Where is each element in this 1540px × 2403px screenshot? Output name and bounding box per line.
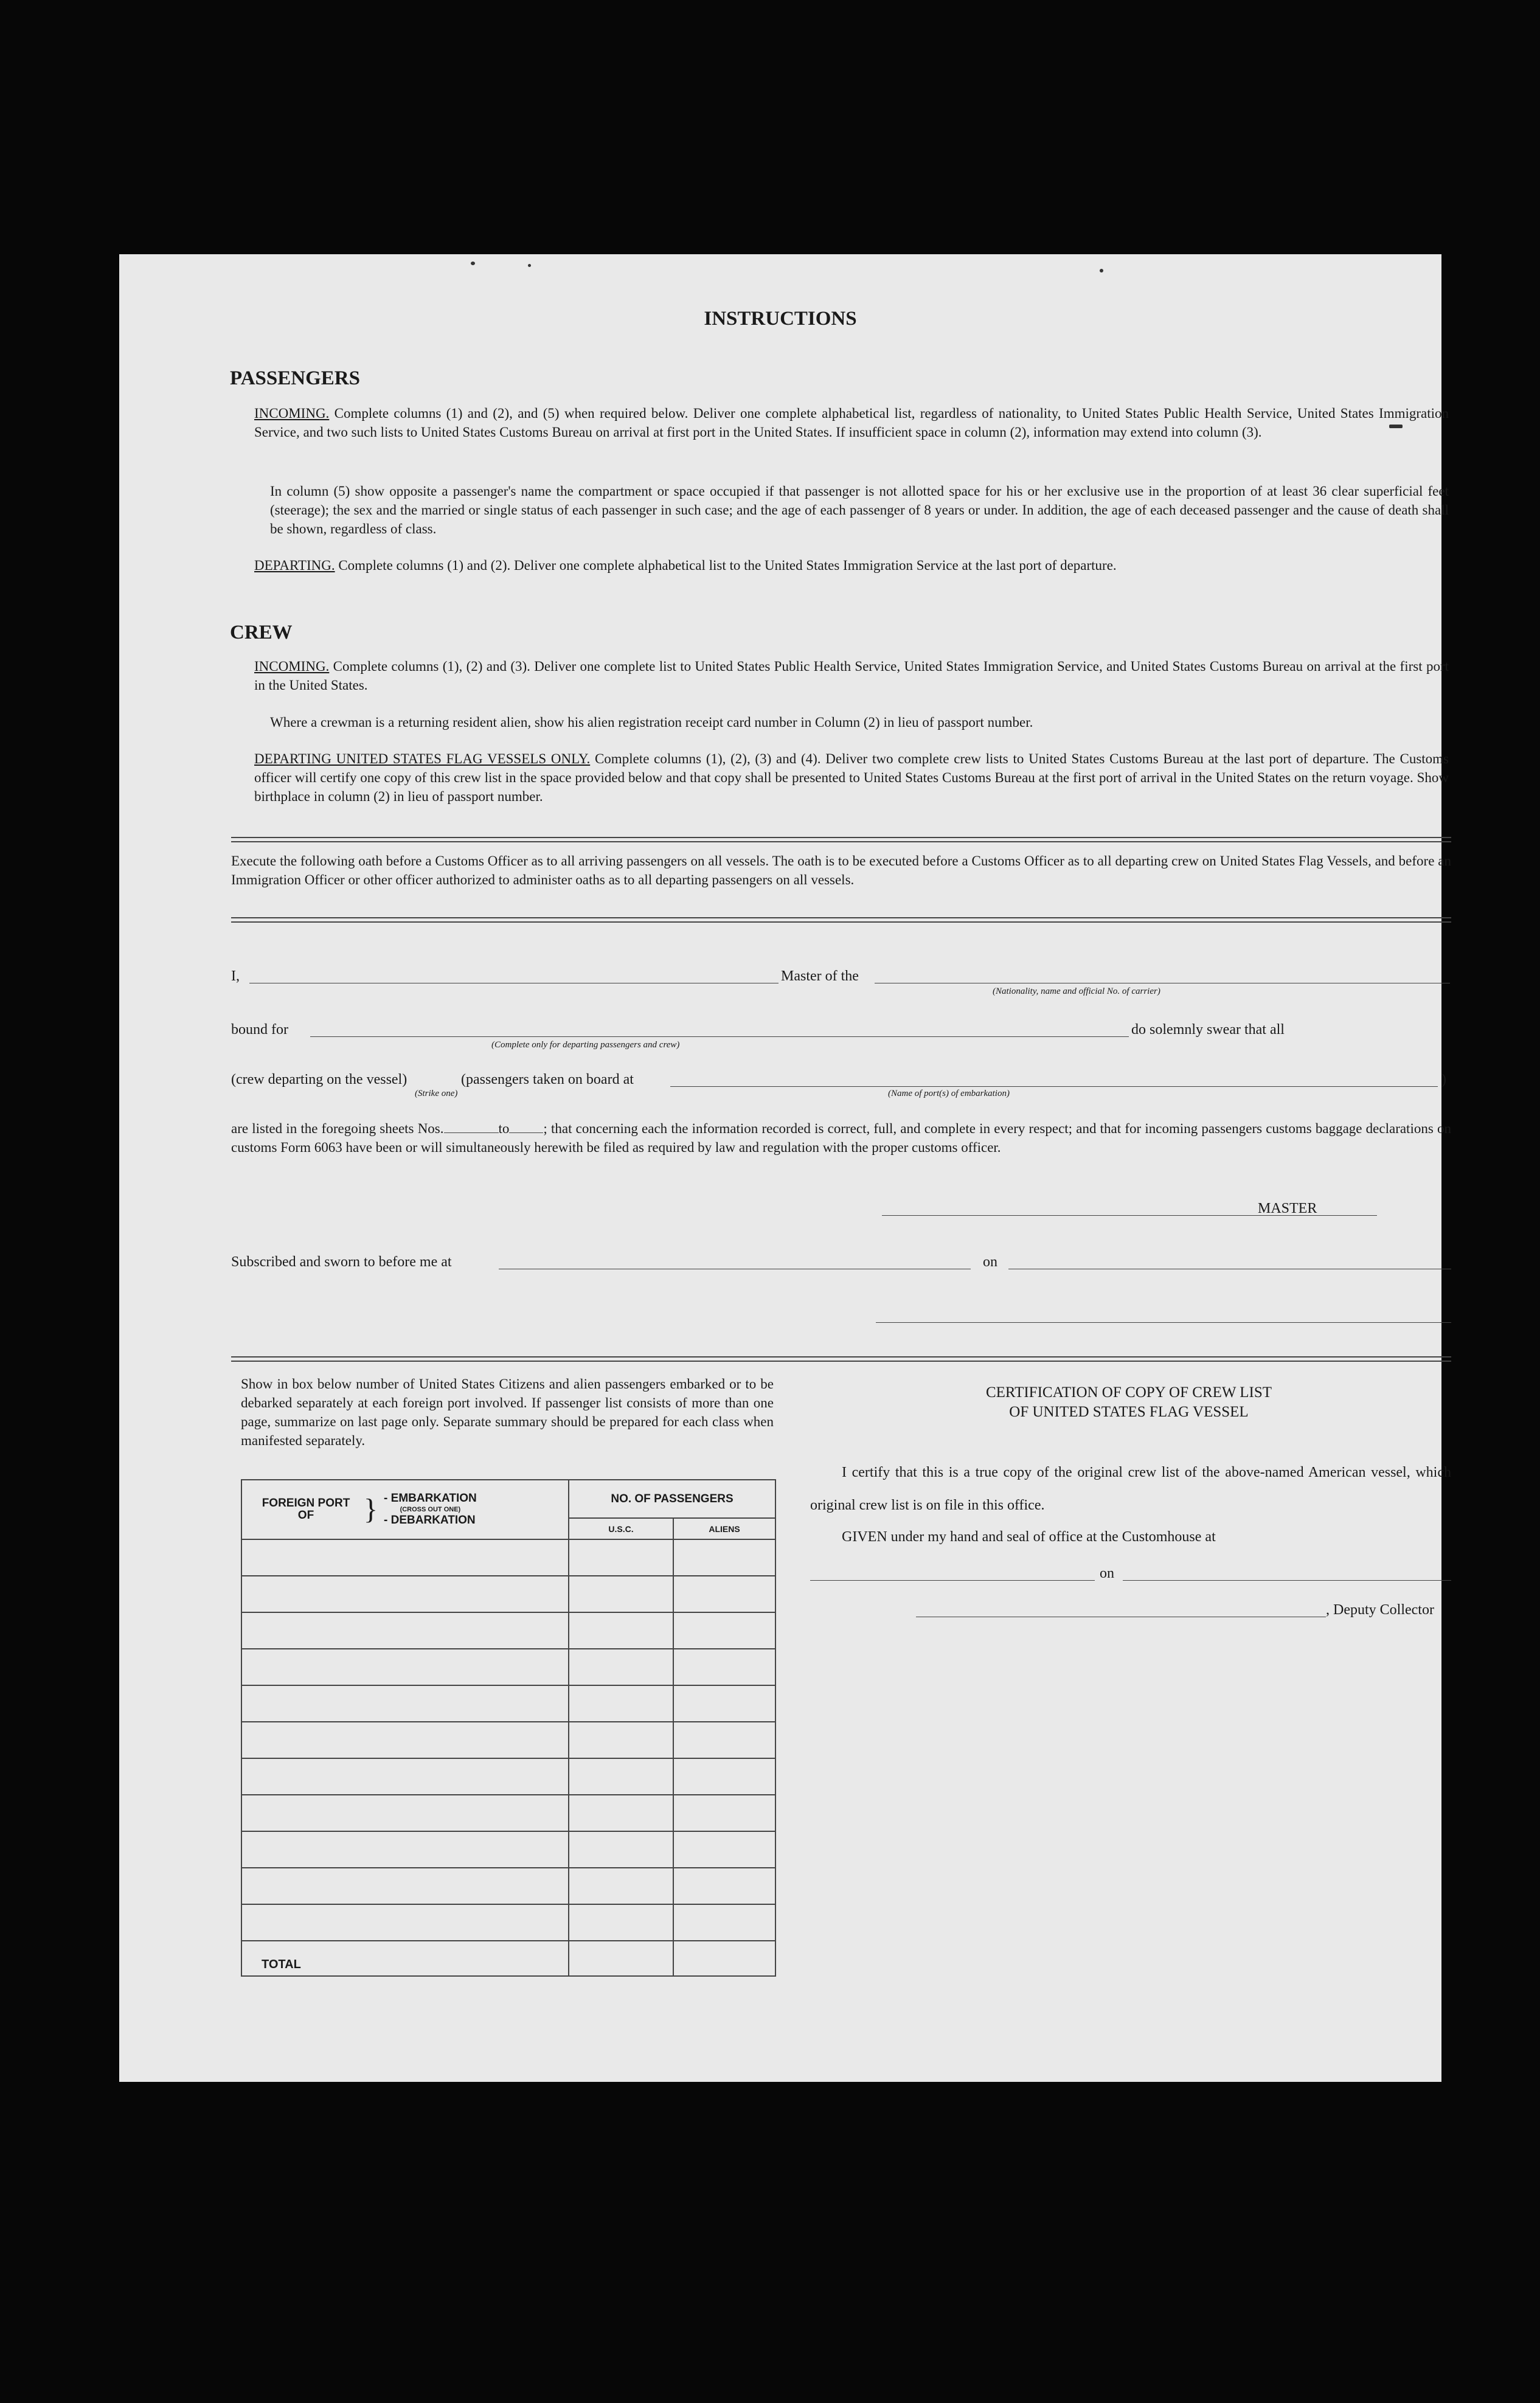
total-usc-cell[interactable]: [569, 1941, 673, 1976]
usc-cell[interactable]: [569, 1685, 673, 1722]
port-cell[interactable]: [241, 1722, 569, 1758]
aliens-cell[interactable]: [673, 1576, 775, 1612]
col-usc: U.S.C.: [569, 1518, 673, 1539]
table-row: [241, 1795, 775, 1831]
subscribed-label: Subscribed and sworn to before me at: [231, 1254, 452, 1270]
table-row: [241, 1722, 775, 1758]
summary-header-port: [241, 1480, 569, 1539]
passengers-column5: In column (5) show opposite a passenger's name the compartment or space occupied if that passenger is not allotted space for his or her exclusive use in the proportion of at least 36 clear superficial feet (steerage); the sex and the married or single status of each passenger in such case; and the age of each passenger of 8 years or under. In addition, the age of each deceased passenger and the cause of death shall be shown, regardless of class.: [270, 484, 1449, 536]
port-cell[interactable]: [241, 1539, 569, 1576]
customhouse-line[interactable]: [810, 1580, 1095, 1581]
table-row: [241, 1539, 775, 1576]
usc-cell[interactable]: [569, 1831, 673, 1868]
brace: }: [364, 1493, 378, 1525]
aliens-cell[interactable]: [673, 1758, 775, 1795]
page-title: INSTRUCTIONS: [704, 308, 857, 330]
master-label: MASTER: [1258, 1201, 1317, 1216]
crew-resident: Where a crewman is a returning resident alien, show his alien registration receipt card number in Column (2) in lieu of passport number.: [270, 715, 1033, 730]
oath-instruction: Execute the following oath before a Customs Officer as to all arriving passengers on all vessels. The oath is to be executed before a Customs Officer as to all departing crew on United States Flag Vessels, and before an Immigration Officer or other officer authorized to administer oaths as to all departing passengers on all vessels.: [231, 853, 1451, 887]
close-paren: ): [1441, 1072, 1446, 1087]
divider: [231, 837, 1451, 842]
departing-label: DEPARTING.: [254, 558, 335, 573]
port-cell[interactable]: [241, 1649, 569, 1685]
port-cell[interactable]: [241, 1868, 569, 1904]
aliens-cell[interactable]: [673, 1612, 775, 1649]
incoming-label: INCOMING.: [254, 406, 330, 421]
aliens-cell[interactable]: [673, 1722, 775, 1758]
crew-incoming: [254, 657, 1449, 695]
port-cell[interactable]: [241, 1831, 569, 1868]
usc-cell[interactable]: [569, 1758, 673, 1795]
summary-table: [241, 1479, 776, 1977]
listed-paragraph: [231, 1119, 1451, 1157]
usc-cell[interactable]: [569, 1795, 673, 1831]
speck: [1100, 269, 1103, 272]
crew-departing: [254, 749, 1449, 806]
oath-i: I,: [231, 968, 240, 984]
table-row: [241, 1576, 775, 1612]
col-no-passengers: NO. OF PASSENGERS: [569, 1480, 775, 1518]
crew-incoming-label: INCOMING.: [254, 659, 330, 674]
aliens-cell[interactable]: [673, 1539, 775, 1576]
sheet-from-line[interactable]: [444, 1132, 499, 1133]
summary-instructions: Show in box below number of United States Citizens and alien passengers embarked or to be debarked separately at each foreign port involved. If passenger list consists of more than one page, summarize on last page only. Separate summary should be prepared for each class when manifested separately.: [241, 1376, 774, 1448]
aliens-cell[interactable]: [673, 1649, 775, 1685]
certification-title: [806, 1383, 1451, 1422]
total-label: TOTAL: [241, 1941, 569, 1976]
port-caption: (Name of port(s) of embarkation): [888, 1089, 1010, 1098]
port-cell[interactable]: [241, 1576, 569, 1612]
sworn-on-label: on: [983, 1254, 997, 1270]
bound-for-label: bound for: [231, 1022, 288, 1038]
port-cell[interactable]: [241, 1904, 569, 1941]
col-crossout: (CROSS OUT ONE): [400, 1506, 461, 1513]
port-cell[interactable]: [241, 1795, 569, 1831]
cert-given: GIVEN under my hand and seal of office at the Customhouse at: [842, 1529, 1216, 1545]
table-row: [241, 1758, 775, 1795]
usc-cell[interactable]: [569, 1576, 673, 1612]
crew-incoming-text: Complete columns (1), (2) and (3). Deliver one complete list to United States Public Health Service, United States Immigration Service, and United States Customs Bureau on arrival at the first port in the United States.: [254, 659, 1449, 693]
deputy-collector: , Deputy Collector: [1326, 1602, 1434, 1618]
passengers-taken-option: (passengers taken on board at: [461, 1072, 634, 1087]
usc-cell[interactable]: [569, 1539, 673, 1576]
port-cell[interactable]: [241, 1612, 569, 1649]
passengers-departing: [254, 556, 1449, 575]
table-row: [241, 1612, 775, 1649]
speck: [528, 264, 531, 267]
usc-cell[interactable]: [569, 1904, 673, 1941]
bound-caption: (Complete only for departing passengers and crew): [491, 1040, 680, 1050]
col-aliens: ALIENS: [673, 1518, 775, 1539]
master-of-label: Master of the: [781, 968, 859, 984]
cert-on: on: [1100, 1566, 1114, 1581]
form-page: [119, 254, 1451, 2082]
bound-for-line[interactable]: [310, 1036, 1129, 1037]
divider: [231, 917, 1451, 923]
cert-title-2: OF UNITED STATES FLAG VESSEL: [1009, 1404, 1249, 1420]
usc-cell[interactable]: [569, 1649, 673, 1685]
crew-departing-label: DEPARTING UNITED STATES FLAG VESSELS ONLY.: [254, 751, 591, 766]
incoming-text: Complete columns (1) and (2), and (5) when required below. Deliver one complete alphabetical list, regardless of nationality, to United States Public Health Service, United States Immigration Service, and two such lists to United States Customs Bureau on arrival at first port in the United States. If insufficient space in column (2), information may extend into column (3).: [254, 406, 1449, 440]
divider: [231, 1356, 1451, 1362]
table-row: [241, 1685, 775, 1722]
cert-date-line[interactable]: [1123, 1580, 1451, 1581]
usc-cell[interactable]: [569, 1868, 673, 1904]
speck: [471, 262, 475, 265]
cert-text: I certify that this is a true copy of the original crew list of the above-named American vessel, which original crew list is on file in this office.: [810, 1465, 1451, 1513]
col-debarkation: - DEBARKATION: [384, 1514, 476, 1527]
carrier-caption: (Nationality, name and official No. of carrier): [993, 987, 1160, 996]
sheet-to-line[interactable]: [509, 1132, 543, 1133]
crew-departing-option: (crew departing on the vessel): [231, 1072, 408, 1087]
swear-label: do solemnly swear that all: [1131, 1022, 1285, 1038]
aliens-cell[interactable]: [673, 1868, 775, 1904]
table-row: [241, 1649, 775, 1685]
crew-departing-text: Complete columns (1), (2), (3) and (4). Deliver two complete crew lists to United States Customs Bureau at the last port of departure. The Customs officer will certify one copy of this crew list in the space provided below and that copy shall be presented to United States Customs Bureau at the first port of arrival in the United States on the return voyage. Show birthplace in column (2) in lieu of passport number.: [254, 751, 1449, 804]
col-embarkation: - EMBARKATION: [384, 1492, 477, 1505]
crew-heading: CREW: [230, 622, 293, 643]
col-foreign-port: FOREIGN PORT OF: [262, 1497, 350, 1522]
port-cell[interactable]: [241, 1758, 569, 1795]
table-row: [241, 1831, 775, 1868]
table-row: [241, 1904, 775, 1941]
departing-text: Complete columns (1) and (2). Deliver one complete alphabetical list to the United States Immigration Service at the last port of departure.: [338, 558, 1117, 573]
usc-cell[interactable]: [569, 1722, 673, 1758]
total-aliens-cell[interactable]: [673, 1941, 775, 1976]
usc-cell[interactable]: [569, 1612, 673, 1649]
embarkation-port-line[interactable]: [670, 1086, 1438, 1087]
listed-text: are listed in the foregoing sheets Nos.: [231, 1121, 444, 1136]
aliens-cell[interactable]: [673, 1831, 775, 1868]
aliens-cell[interactable]: [673, 1685, 775, 1722]
cert-title-1: CERTIFICATION OF COPY OF CREW LIST: [985, 1384, 1272, 1401]
to-label: to: [498, 1121, 510, 1136]
table-row: [241, 1868, 775, 1904]
officer-signature-line[interactable]: [876, 1322, 1451, 1323]
aliens-cell[interactable]: [673, 1904, 775, 1941]
strike-caption: (Strike one): [415, 1089, 458, 1098]
passengers-heading: PASSENGERS: [230, 367, 360, 389]
passengers-incoming: [254, 404, 1449, 442]
port-cell[interactable]: [241, 1685, 569, 1722]
listed-text2: ; that concerning each the information recorded is correct, full, and complete in every respect; and that for incoming passengers customs baggage declarations on customs Form 6063 have been or will simultaneously herewith be filed as required by law and regulation with the proper customs officer.: [231, 1121, 1451, 1155]
aliens-cell[interactable]: [673, 1795, 775, 1831]
